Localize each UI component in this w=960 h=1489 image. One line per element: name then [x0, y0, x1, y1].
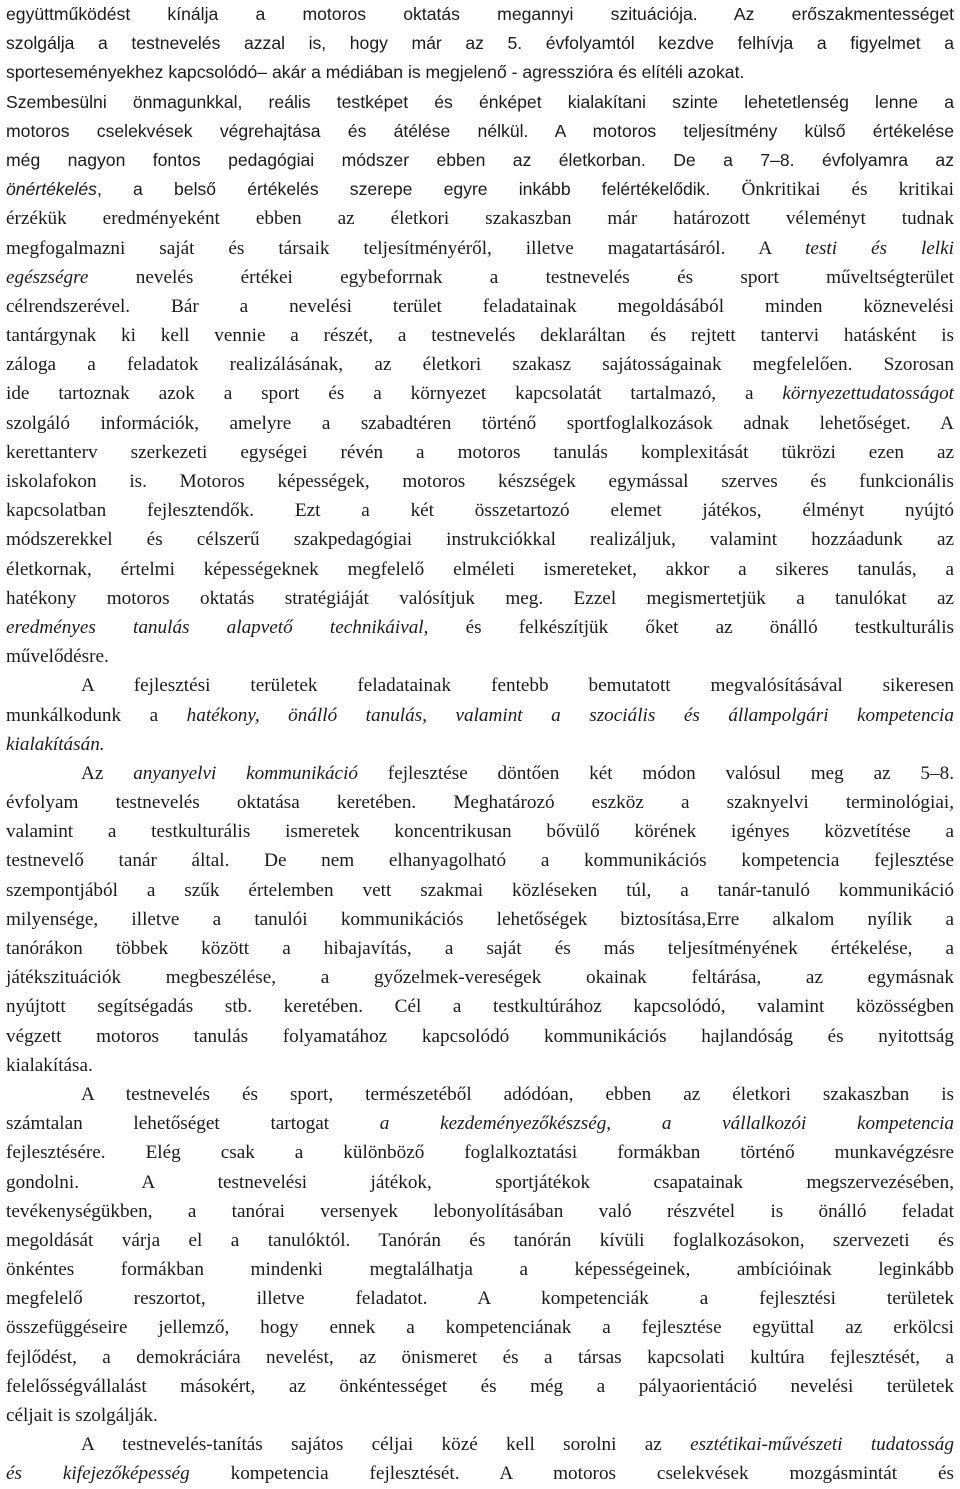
text-run: hatékony motoros oktatás stratégiáját valósítjuk meg. Ezzel megismertetjük a tanulókat az [6, 587, 954, 609]
text-line [6, 1168, 954, 1197]
text-run: motoros cselekvések végrehajtása és átélése nélkül. A motoros teljesítmény külső értékelése [6, 120, 954, 141]
text-run: , a belső értékelés szerepe egyre inkább felértékelődik. [96, 179, 742, 200]
text-line [6, 263, 954, 292]
text-line [6, 175, 954, 204]
text-line [6, 58, 954, 87]
text-line [6, 992, 954, 1021]
text-run: számtalan lehetőséget tartogat [6, 1113, 380, 1135]
text-line [6, 817, 954, 846]
text-run: valamint a testkulturális ismeretek koncentrikusan bővülő körének igényes közvetítése a [6, 821, 954, 843]
text-line [6, 1372, 954, 1401]
text-run: kerettanterv szerkezeti egységei révén a motoros tanulás komplexitását tükrözi ezen az [6, 441, 954, 463]
text-line [6, 350, 954, 379]
text-line [6, 496, 954, 525]
emphasis-text: anyanyelvi kommunikáció [133, 762, 358, 784]
text-line [6, 1197, 954, 1226]
text-line [6, 117, 954, 146]
text-run: végzett motoros tanulás folyamatához kapcsolódó kommunikációs hajlandóság és nyitottság [6, 1025, 954, 1047]
text-run: tevékenységükben, a tanórai versenyek lebonyolításában való részvétel is önálló feladat [6, 1200, 954, 1222]
text-line [6, 1401, 954, 1430]
emphasis-text: környezettudatosságot [782, 383, 954, 405]
text-run: érzékük eredményeként ebben az életkori szakaszban már határozott véleményt tudnak [6, 208, 954, 230]
document-body [6, 0, 954, 1489]
text-run: kialakítása. [6, 1054, 93, 1076]
text-line [6, 642, 954, 671]
text-line [6, 321, 954, 350]
text-line [6, 29, 954, 58]
text-run: Önkritikai és kritikai [741, 179, 954, 201]
text-run: , és felkészítjük őket az önálló testkulturális [423, 616, 954, 638]
text-run: tanórákon többek között a hibajavítás, a saját és más teljesítményének értékelése, a [6, 938, 954, 959]
emphasis-text: egészségre [6, 266, 89, 288]
text-line [6, 1313, 954, 1342]
text-line [6, 846, 954, 875]
text-line [6, 1080, 954, 1109]
text-run: iskolafokon is. Motoros képességek, motoros készségek egymással szerves és funkcionális [6, 471, 954, 492]
text-run: Az [81, 762, 134, 784]
text-line [6, 438, 954, 467]
text-run: fejlesztésére. Elég csak a különböző foglalkoztatási formákban történő munkavégzésre [6, 1142, 954, 1164]
text-line [6, 905, 954, 934]
text-run: gondolni. A testnevelési játékok, sportjátékok csapatainak megszervezésében, [6, 1171, 954, 1193]
emphasis-text: önértékelés [6, 179, 97, 200]
text-run: munkálkodunk a [6, 704, 187, 726]
text-run: megfogalmazni saját és társaik teljesítményéről, illetve magatartásáról. A [6, 237, 806, 259]
emphasis-text: kialakításán. [6, 733, 105, 755]
text-run: évfolyam testnevelés oktatása keretében. Meghatározó eszköz a szaknyelvi terminológiai, [6, 792, 954, 814]
text-line [6, 1459, 954, 1488]
text-run: nyújtott segítségadás stb. keretében. Cél a testkultúrához kapcsolódó, valamint közösségben [6, 996, 954, 1018]
text-line [6, 292, 954, 321]
text-run: milyensége, illetve a tanulói kommunikációs lehetőségek biztosítása,Erre alkalom nyílik a [6, 908, 954, 930]
text-line [6, 525, 954, 554]
text-run: életkornak, értelmi képességeknek megfelelő elméleti ismereteket, akkor a sikeres tanulás, a [6, 558, 954, 580]
text-run: ide tartoznak azok a sport és a környezet kapcsolatát tartalmazó, a [6, 383, 783, 405]
text-line [6, 730, 954, 759]
text-run: A testnevelés és sport, természetéből adódóan, ebben az életkori szakaszban is [81, 1083, 954, 1105]
text-line [6, 963, 954, 992]
emphasis-text: és kifejezőképesség [6, 1463, 190, 1485]
text-run: szolgáló információk, amelyre a szabadtéren történő sportfoglalkozások adnak lehetőséget. A [6, 412, 954, 434]
emphasis-text: testi és lelki [805, 237, 954, 259]
text-run: játékszituációk megbeszélése, a győzelmek-vereségek okainak feltárása, az egymásnak [6, 967, 954, 989]
text-run: még nagyon fontos pedagógiai módszer ebben az életkorban. De a 7–8. évfolyamra az [6, 149, 954, 170]
text-run: művelődésre. [6, 646, 109, 668]
text-run: önkéntes formákban mindenki megtalálhatja a képességeinek, ambícióinak leginkább [6, 1259, 954, 1281]
text-run: céljait is szolgálják. [6, 1405, 158, 1426]
text-line [6, 1255, 954, 1284]
emphasis-text: esztétikai-művészeti tudatosság [690, 1434, 954, 1456]
text-run: együttműködést kínálja a motoros oktatás megannyi szituációja. Az erőszakmentességet [6, 4, 954, 24]
emphasis-text: hatékony, önálló tanulás, valamint a szociális és állampolgári kompetencia [186, 704, 954, 726]
emphasis-text: a kezdeményezőkészség, a vállalkozói kompetencia [379, 1113, 954, 1135]
emphasis-text: eredményes tanulás alapvető technikáival [6, 616, 424, 638]
text-run: célrendszerével. Bár a nevelési terület feladatainak megoldásából minden köznevelési [6, 295, 954, 317]
text-line [6, 1284, 954, 1313]
text-run: Szembesülni önmagunkkal, reális testképet és énképet kialakítani szinte lehetetlenség lenne a [6, 91, 954, 112]
text-run: testnevelő tanár által. De nem elhanyagolható a kommunikációs kompetencia fejlesztése [6, 850, 954, 872]
text-run: szolgálja a testnevelés azzal is, hogy már az 5. évfolyamtól kezdve felhívja a figyelmet a [6, 33, 954, 54]
text-line [6, 467, 954, 496]
text-line [6, 759, 954, 788]
text-line [6, 379, 954, 408]
text-run: A testnevelés-tanítás sajátos céljai közé kell sorolni az [81, 1434, 691, 1456]
text-run: tantárgynak ki kell vennie a részét, a testnevelés deklaráltan és rejtett tantervi hatásként is [6, 325, 954, 347]
text-line [6, 234, 954, 263]
text-line [6, 584, 954, 613]
text-line [6, 671, 954, 700]
text-line [6, 409, 954, 438]
text-line [6, 204, 954, 233]
text-line [6, 146, 954, 175]
text-line [6, 1109, 954, 1138]
text-run: módszerekkel és célszerű szakpedagógiai instrukciókkal realizáljuk, valamint hozzáadunk az [6, 529, 954, 551]
text-run: szempontjából a szűk értelemben vett szakmai közléseken túl, a tanár-tanuló kommunikáció [6, 879, 954, 901]
text-run: nevelés értékei egybeforrnak a testnevelés és sport műveltségterület [88, 266, 954, 288]
text-run: fejlődést, a demokráciára nevelést, az önismeret és a társas kapcsolati kultúra fejlesztését, a [6, 1346, 954, 1368]
text-line [6, 876, 954, 905]
text-line [6, 1022, 954, 1051]
text-run: kapcsolatban fejlesztendők. Ezt a két összetartozó elemet játékos, élményt nyújtó [6, 500, 954, 522]
text-line [6, 88, 954, 117]
text-run: fejlesztése döntően két módon valósul meg az 5–8. [358, 762, 954, 784]
text-run: felelősségvállalást másokért, az önkéntességet és még a pályaorientáció nevelési területek [6, 1375, 954, 1397]
text-run: sporteseményekhez kapcsolódó– akár a médiában is megjelenő - agresszióra és elítéli azokat. [6, 62, 745, 83]
text-line [6, 788, 954, 817]
text-run: megoldását várja el a tanulóktól. Tanórán és tanórán kívüli foglalkozásokon, szervezeti és [6, 1229, 954, 1251]
text-run: összefüggéseire jellemző, hogy ennek a kompetenciának a fejlesztése együttal az erkölcsi [6, 1317, 954, 1339]
text-run: megfelelő reszortot, illetve feladatot. A kompetenciák a fejlesztési területek [6, 1288, 954, 1310]
text-line [6, 0, 954, 29]
text-run: záloga a feladatok realizálásának, az életkori szakasz sajátosságainak megfelelően. Szorosan [6, 354, 954, 376]
text-line [6, 613, 954, 642]
text-line [6, 1226, 954, 1255]
text-run: A fejlesztési területek feladatainak fentebb bemutatott megvalósításával sikeresen [81, 675, 954, 697]
text-line [6, 934, 954, 963]
text-line [6, 1138, 954, 1167]
text-line [6, 555, 954, 584]
text-run: kompetencia fejlesztését. A motoros cselekvések mozgásmintát és [189, 1463, 954, 1485]
text-line [6, 1430, 954, 1459]
text-line [6, 1051, 954, 1080]
text-line [6, 1343, 954, 1372]
text-line [6, 701, 954, 730]
